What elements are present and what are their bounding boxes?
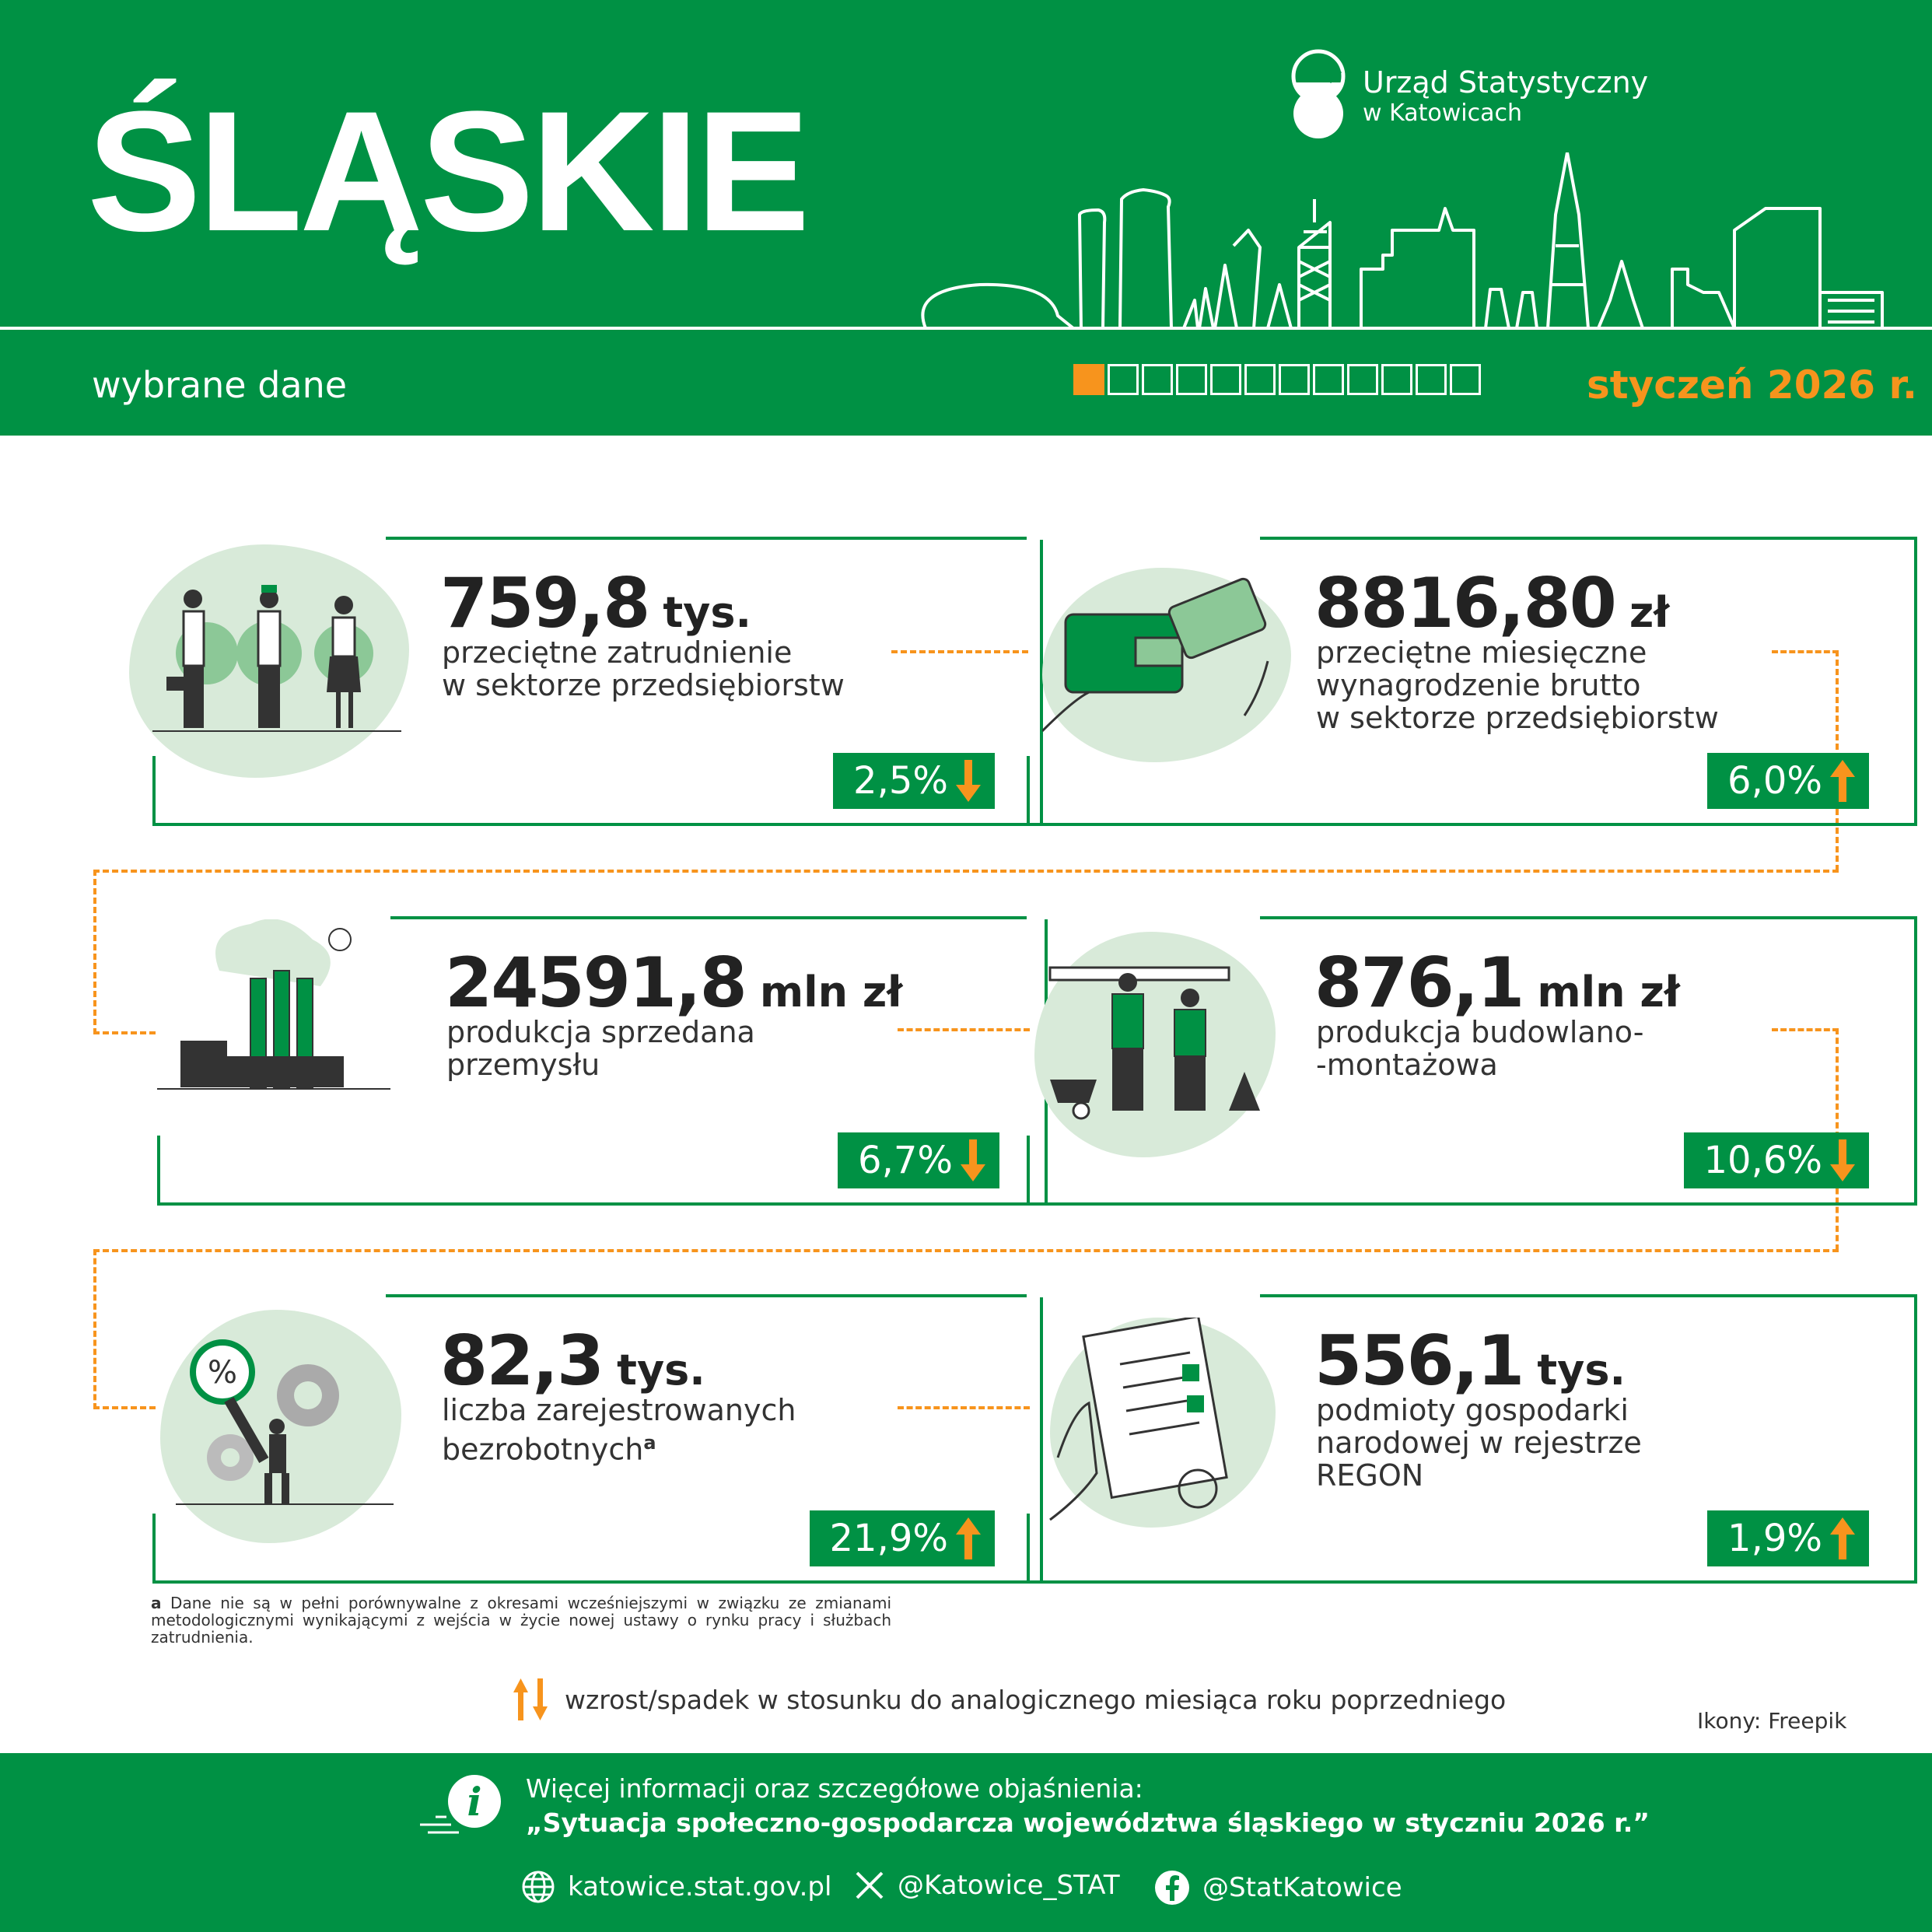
stat-card-employment bbox=[152, 537, 1043, 826]
institution-name: Urząd Statystyczny bbox=[1363, 65, 1649, 100]
stat-value: 759,8 tys. bbox=[440, 563, 752, 643]
change-badge: 10,6% bbox=[1684, 1132, 1869, 1188]
stat-card-regon bbox=[1027, 1294, 1917, 1584]
change-badge: 6,7% bbox=[838, 1132, 999, 1188]
header-subtitle: wybrane dane bbox=[92, 364, 348, 406]
x-link[interactable]: @Katowice_STAT bbox=[854, 1870, 1120, 1901]
facebook-link[interactable]: @StatKatowice bbox=[1154, 1870, 1402, 1906]
legend bbox=[513, 1677, 1506, 1722]
arrow-up-icon bbox=[1830, 758, 1855, 803]
up-down-arrows-icon bbox=[513, 1677, 548, 1722]
gus-logo-icon bbox=[1283, 48, 1353, 142]
footnote-marker: a bbox=[643, 1432, 656, 1454]
month-progress bbox=[1073, 364, 1481, 395]
info-icon bbox=[420, 1770, 506, 1840]
icon-credits: Ikony: Freepik bbox=[1697, 1708, 1847, 1734]
stat-card-construction bbox=[1027, 916, 1917, 1206]
stat-value: 556,1 tys. bbox=[1314, 1321, 1626, 1401]
stat-card-industrial-production bbox=[157, 916, 1048, 1206]
stat-value: 876,1 mln zł bbox=[1314, 943, 1680, 1023]
change-badge: 6,0% bbox=[1707, 753, 1869, 809]
city-skyline-icon bbox=[894, 152, 1932, 333]
month-box bbox=[1210, 364, 1241, 395]
month-box bbox=[1279, 364, 1310, 395]
connector-line bbox=[93, 870, 96, 1034]
stat-value: 8816,80 zł bbox=[1314, 563, 1670, 643]
stat-description: przeciętne miesięczne wynagrodzenie brutto w sektorze przedsiębiorstw bbox=[1316, 635, 1719, 735]
stat-description: podmioty gospodarki narodowej w rejestrze REGON bbox=[1316, 1393, 1642, 1493]
publication-link[interactable]: „Sytuacja społeczno-gospodarcza województwa śląskiego w styczniu 2026 r.” bbox=[526, 1808, 1650, 1838]
change-badge: 21,9% bbox=[810, 1510, 995, 1566]
more-info-text: Więcej informacji oraz szczegółowe objaśnienia: bbox=[526, 1773, 1143, 1804]
arrow-down-icon bbox=[961, 1138, 985, 1183]
connector-line bbox=[93, 1406, 156, 1409]
x-logo-icon bbox=[854, 1870, 885, 1901]
svg-text:i: i bbox=[467, 1779, 482, 1825]
stat-description: produkcja budowlano- -montażowa bbox=[1316, 1015, 1644, 1082]
month-box bbox=[1416, 364, 1447, 395]
connector-line bbox=[93, 1249, 96, 1409]
connector-line bbox=[93, 870, 1839, 873]
stat-value: 24591,8 mln zł bbox=[445, 943, 903, 1023]
arrow-up-icon bbox=[956, 1516, 981, 1561]
arrow-down-icon bbox=[1830, 1138, 1855, 1183]
month-box-filled bbox=[1073, 364, 1104, 395]
stat-card-unemployment bbox=[152, 1294, 1043, 1584]
month-box bbox=[1313, 364, 1344, 395]
connector-line bbox=[93, 1031, 156, 1034]
month-box bbox=[1244, 364, 1276, 395]
region-title: ŚLĄSKIE bbox=[87, 75, 807, 267]
svg-text:%: % bbox=[207, 1355, 238, 1391]
month-box bbox=[1450, 364, 1481, 395]
arrow-down-icon bbox=[956, 758, 981, 803]
change-badge: 1,9% bbox=[1707, 1510, 1869, 1566]
stat-card-wages bbox=[1027, 537, 1917, 826]
month-box bbox=[1347, 364, 1378, 395]
month-box bbox=[1142, 364, 1173, 395]
institution-city: w Katowicach bbox=[1363, 100, 1522, 127]
facebook-icon bbox=[1154, 1870, 1190, 1906]
stat-description: przeciętne zatrudnienie w sektorze przedsiębiorstw bbox=[442, 635, 845, 702]
stat-description: liczba zarejestrowanych bezrobotnych$^a$ bbox=[442, 1393, 796, 1467]
month-box bbox=[1176, 364, 1207, 395]
month-box bbox=[1108, 364, 1139, 395]
reference-period: styczeń 2026 r. bbox=[1587, 362, 1917, 408]
footnote: a Dane nie są w pełni porównywalne z okresami wcześniejszymi w związku ze zmianami metodologicznymi wynikającymi z wejścia w życie nowej ustawy o rynku pracy i służbach zatrudnienia. bbox=[151, 1594, 891, 1647]
globe-icon bbox=[521, 1870, 555, 1904]
website-link[interactable]: katowice.stat.gov.pl bbox=[521, 1870, 831, 1904]
stat-description: produkcja sprzedana przemysłu bbox=[446, 1015, 755, 1082]
change-badge: 2,5% bbox=[833, 753, 995, 809]
connector-line bbox=[93, 1249, 1839, 1252]
month-box bbox=[1381, 364, 1412, 395]
arrow-up-icon bbox=[1830, 1516, 1855, 1561]
stat-value: 82,3 tys. bbox=[440, 1321, 705, 1401]
legend-text: wzrost/spadek w stosunku do analogicznego miesiąca roku poprzedniego bbox=[565, 1684, 1507, 1715]
